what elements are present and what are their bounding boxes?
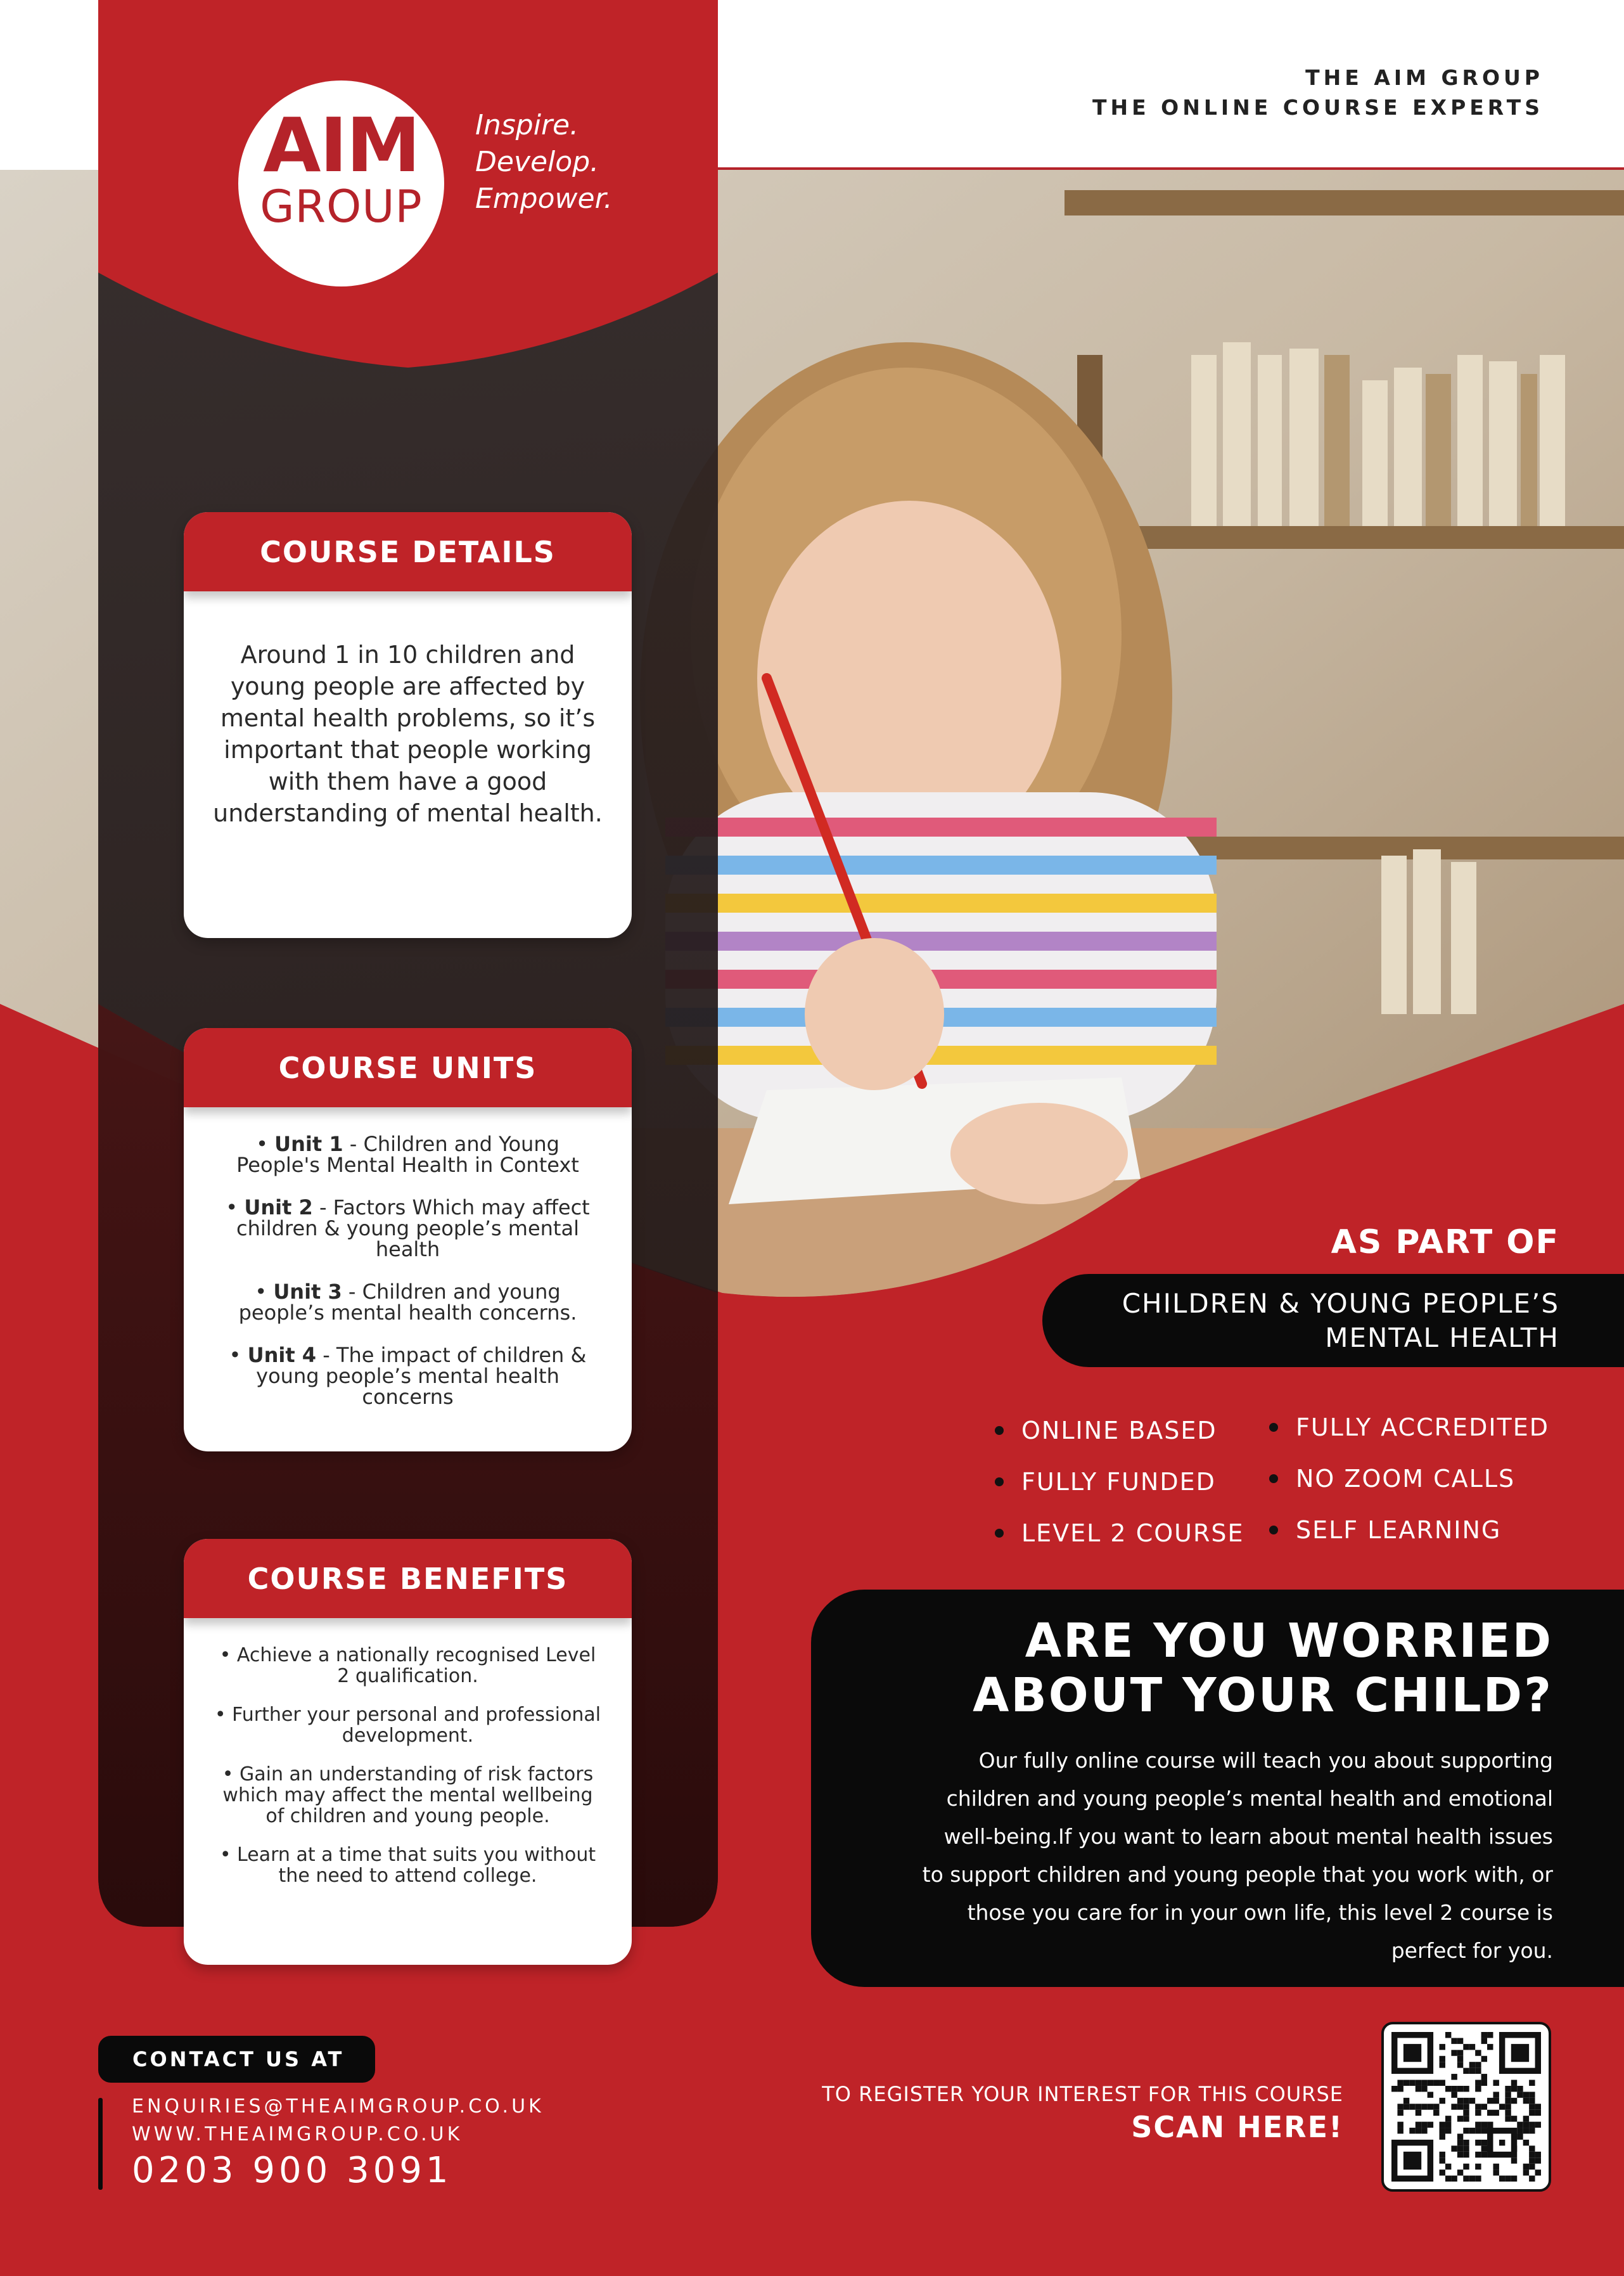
register-line1: TO REGISTER YOUR INTEREST FOR THIS COURSE <box>822 2082 1343 2106</box>
course-units-list <box>184 1107 632 1408</box>
logo-group-text: GROUP <box>260 181 423 233</box>
bullet-icon <box>1269 1474 1278 1483</box>
unit-label: Unit 1 <box>274 1132 343 1156</box>
unit-text: - The impact of children & young people’s mental health concerns <box>256 1343 587 1409</box>
bullet-icon <box>995 1426 1004 1435</box>
contact-email[interactable]: ENQUIRIES@THEAIMGROUP.CO.UK <box>132 2095 544 2118</box>
aim-group-logo <box>238 80 444 286</box>
worried-title-line2: ABOUT YOUR CHILD? <box>973 1668 1553 1723</box>
course-name <box>1122 1287 1559 1355</box>
register-line2: SCAN HERE! <box>1131 2110 1343 2144</box>
worried-body: Our fully online course will teach you about supporting children and young people’s mental health and emotional well-being.If you want to learn about mental health issues to support children and young people that you work with, or those you care for in your own life, this level 2 course is perfect for you. <box>922 1748 1553 1963</box>
course-benefits-list <box>184 1618 632 1886</box>
contact-label: CONTACT US AT <box>98 2036 375 2083</box>
list-item: • Unit 2 - Factors Which may affect children & young people’s mental health <box>226 1195 590 1261</box>
qr-code-icon <box>1391 2032 1541 2182</box>
qr-code[interactable] <box>1381 2022 1551 2192</box>
unit-text: - Children and Young People's Mental Health in Context <box>236 1132 579 1177</box>
bullet-icon <box>995 1529 1004 1538</box>
course-name-pill <box>1042 1274 1624 1367</box>
course-benefits-card <box>184 1539 632 1965</box>
course-details-text: Around 1 in 10 children and young people are affected by mental health problems, so it’s important that people working with them have a good understanding of mental health. <box>213 641 603 827</box>
tagline-develop: Develop. <box>475 146 599 178</box>
list-item: • Gain an understanding of risk factors which may affect the mental wellbeing of children and young people. <box>222 1763 594 1827</box>
course-name-line2: MENTAL HEALTH <box>1325 1322 1559 1353</box>
list-item: • Learn at a time that suits you without the need to attend college. <box>219 1844 596 1887</box>
bullet-icon <box>1269 1526 1278 1534</box>
register-cta <box>822 2082 1343 2144</box>
feature-level-2: LEVEL 2 COURSE <box>995 1519 1244 1547</box>
as-part-of-heading: AS PART OF <box>1331 1223 1559 1261</box>
course-units-card <box>184 1028 632 1451</box>
tagline-inspire: Inspire. <box>475 109 579 141</box>
feature-fully-accredited: FULLY ACCREDITED <box>1269 1413 1549 1441</box>
brand-subtitle: THE ONLINE COURSE EXPERTS <box>1092 95 1544 120</box>
bullet-icon <box>1269 1423 1278 1432</box>
unit-text: - Children and young people’s mental health concerns. <box>238 1280 577 1325</box>
worried-title <box>973 1614 1553 1723</box>
feature-online-based: ONLINE BASED <box>995 1417 1217 1444</box>
bullet-icon <box>995 1477 1004 1486</box>
worried-panel <box>811 1590 1624 1987</box>
list-item: • Unit 4 - The impact of children & young people’s mental health concerns <box>229 1343 587 1409</box>
course-details-title: COURSE DETAILS <box>184 512 632 591</box>
list-item: • Unit 1 - Children and Young People's Mental Health in Context <box>236 1132 579 1177</box>
course-units-title: COURSE UNITS <box>184 1028 632 1107</box>
feature-self-learning: SELF LEARNING <box>1269 1516 1501 1544</box>
unit-label: Unit 2 <box>244 1195 313 1219</box>
course-name-line1: CHILDREN & YOUNG PEOPLE’S <box>1122 1288 1559 1319</box>
contact-website[interactable]: WWW.THEAIMGROUP.CO.UK <box>132 2123 463 2145</box>
list-item: • Unit 3 - Children and young people’s mental health concerns. <box>238 1280 577 1325</box>
unit-text: - Factors Which may affect children & young people’s mental health <box>236 1195 590 1261</box>
unit-label: Unit 3 <box>273 1280 342 1304</box>
worried-title-line1: ARE YOU WORRIED <box>1025 1614 1553 1668</box>
contact-divider <box>98 2098 103 2190</box>
course-benefits-title: COURSE BENEFITS <box>184 1539 632 1618</box>
feature-fully-funded: FULLY FUNDED <box>995 1468 1216 1496</box>
tagline-empower: Empower. <box>475 183 613 215</box>
list-item: • Further your personal and professional development. <box>214 1704 601 1747</box>
contact-phone[interactable]: 0203 900 3091 <box>132 2150 452 2191</box>
course-details-card <box>184 512 632 938</box>
brand-name: THE AIM GROUP <box>1305 65 1544 90</box>
logo-aim-text: AIM <box>263 101 419 189</box>
list-item: • Achieve a nationally recognised Level 2 qualification. <box>219 1644 596 1687</box>
feature-no-zoom: NO ZOOM CALLS <box>1269 1465 1515 1493</box>
unit-label: Unit 4 <box>247 1343 317 1367</box>
